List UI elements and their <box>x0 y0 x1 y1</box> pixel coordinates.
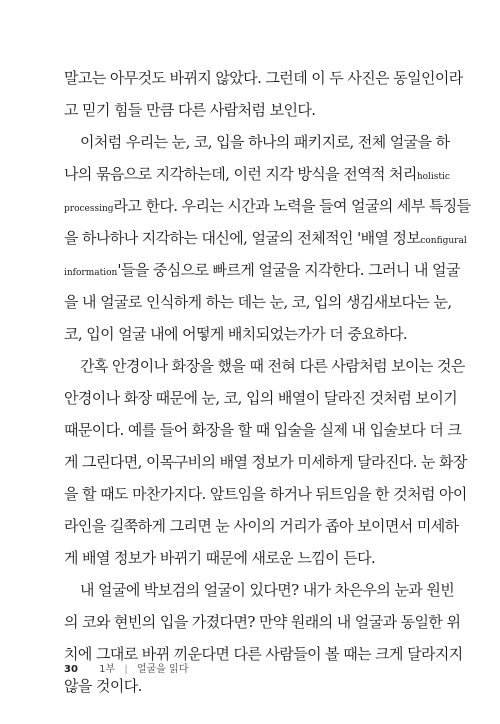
text-line: 때문이다. 예를 들어 화장을 할 때 입술을 실제 내 입술보다 더 크 <box>64 421 462 439</box>
text-line: 을 할 때도 마찬가지다. 앞트임을 하거나 뒤트임을 한 것처럼 아이 <box>64 485 467 503</box>
text-line: 않을 것이다. <box>64 677 142 695</box>
text-line <box>64 254 460 286</box>
text-line <box>64 222 467 254</box>
text-segment: '들을 중심으로 빠르게 얼굴을 지각한다. 그러니 내 얼굴 <box>117 261 460 279</box>
text-line: 의 코와 현빈의 입을 가졌다면? 만약 원래의 내 얼굴과 동일한 위 <box>64 613 461 631</box>
text-line: 고 믿기 힘들 만큼 다른 사람처럼 보인다. <box>64 101 316 119</box>
text-line: 코, 입이 얼굴 내에 어떻게 배치되었는가가 더 중요하다. <box>64 325 408 343</box>
page-footer <box>64 660 188 675</box>
text-line <box>64 190 471 222</box>
text-segment: 을 하나하나 지각하는 대신에, 얼굴의 전체적인 '배열 정보 <box>64 229 421 247</box>
english-term: holistic <box>416 172 450 182</box>
part-label: 1부 <box>99 664 116 675</box>
text-line: 간혹 안경이나 화장을 했을 때 전혀 다른 사람처럼 보이는 것은 <box>80 357 465 375</box>
text-line <box>64 158 450 190</box>
text-line: 이처럼 우리는 눈, 코, 입을 하나의 패키지로, 전체 얼굴을 하 <box>80 133 450 151</box>
text-line: 라인을 길쭉하게 그리면 눈 사이의 거리가 좁아 보이면서 미세하 <box>64 517 459 535</box>
footer-separator: | <box>124 664 128 675</box>
text-line: 내 얼굴에 박보검의 얼굴이 있다면? 내가 차은우의 눈과 원빈 <box>80 581 455 599</box>
english-term: configural <box>420 236 467 246</box>
text-segment: 라고 한다. 우리는 시간과 노력을 들여 얼굴의 세부 특징들 <box>113 197 471 215</box>
chapter-title: 얼굴을 읽다 <box>136 664 189 675</box>
page-number: 30 <box>64 664 78 675</box>
text-segment: 나의 묶음으로 지각하는데, 이런 지각 방식을 전역적 처리 <box>64 165 417 183</box>
text-line: 게 그린다면, 이목구비의 배열 정보가 미세하게 달라진다. 눈 화장 <box>64 453 467 471</box>
body-text <box>64 62 471 702</box>
text-line: 안경이나 화장 때문에 눈, 코, 입의 배열이 달라진 것처럼 보이기 <box>64 389 458 407</box>
text-line: 치에 그대로 바뀌 끼운다면 다른 사람들이 볼 때는 크게 달라지지 <box>64 645 463 663</box>
text-line: 말고는 아무것도 바뀌지 않았다. 그런데 이 두 사진은 동일인이라 <box>64 69 463 87</box>
text-line: 게 배열 정보가 바뀌기 때문에 새로운 느낌이 든다. <box>64 549 376 567</box>
text-line: 을 내 얼굴로 인식하게 하는 데는 눈, 코, 입의 생김새보다는 눈, <box>64 293 452 311</box>
english-term: processing <box>64 204 114 214</box>
english-term: information <box>64 268 118 278</box>
